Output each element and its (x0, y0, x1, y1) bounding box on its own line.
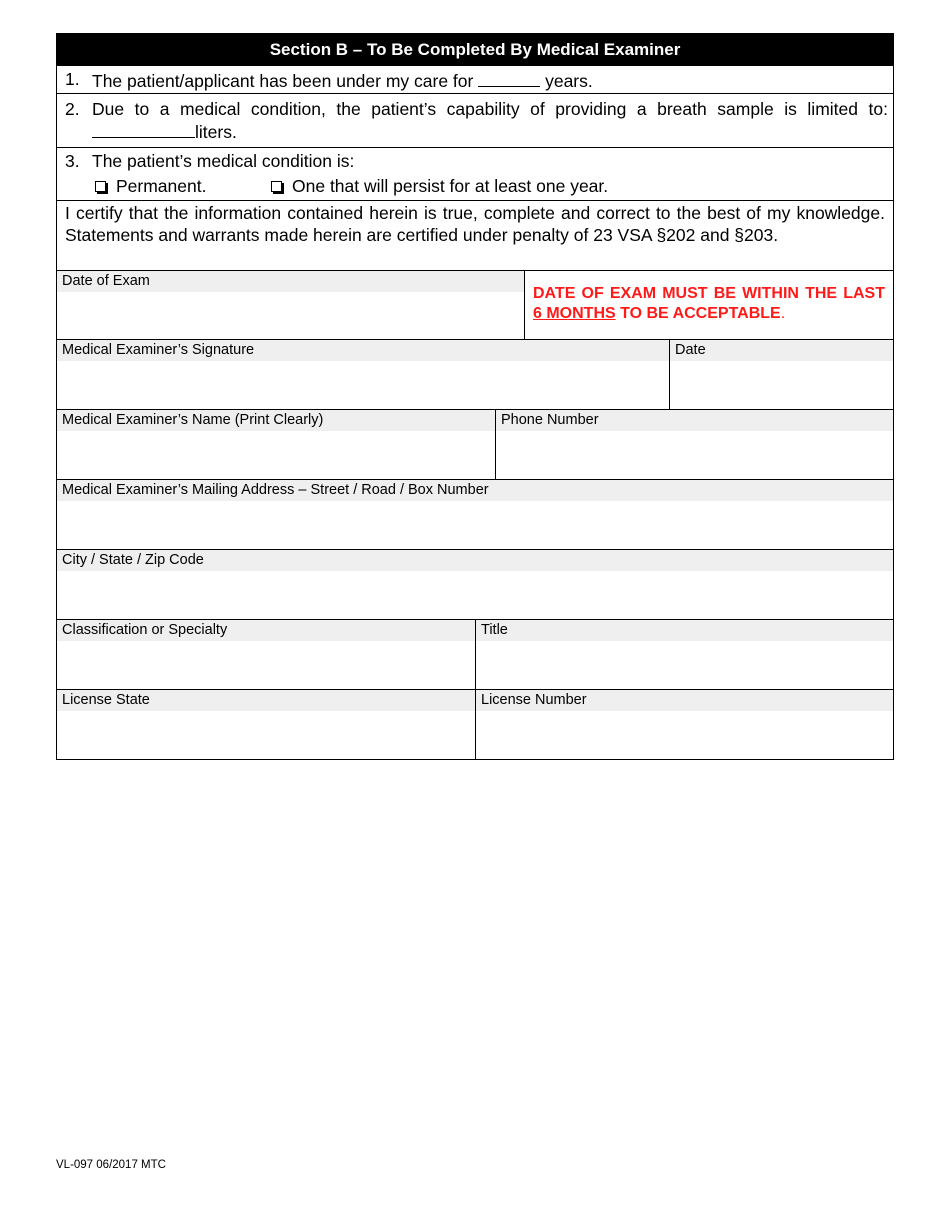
city-state-zip-label: City / State / Zip Code (57, 550, 893, 571)
question-2-text-after: liters. (195, 122, 237, 142)
option-one-year-label: One that will persist for at least one year. (292, 176, 609, 196)
license-state-field[interactable] (57, 690, 475, 759)
classification-field[interactable] (57, 620, 475, 689)
question-3-number: 3. (65, 151, 80, 171)
question-2-text (92, 99, 888, 143)
date-of-exam-label: Date of Exam (57, 271, 524, 292)
signature-label: Medical Examiner’s Signature (57, 340, 669, 361)
examiner-name-label: Medical Examiner’s Name (Print Clearly) (57, 410, 495, 431)
address-row (57, 480, 893, 550)
condition-options (95, 176, 608, 197)
title-field[interactable] (475, 620, 893, 689)
question-2-number: 2. (65, 99, 80, 119)
examiner-name-field[interactable] (57, 410, 495, 479)
signature-row (57, 340, 893, 410)
question-2 (57, 94, 893, 148)
option-permanent[interactable] (95, 176, 271, 197)
mailing-address-field[interactable] (57, 480, 893, 549)
medical-examiner-form (56, 33, 894, 760)
date-field[interactable] (669, 340, 893, 409)
years-blank[interactable] (478, 69, 540, 87)
date-of-exam-field[interactable] (57, 271, 524, 339)
classification-row (57, 620, 893, 690)
exam-date-warning-box (524, 271, 893, 339)
question-1-number: 1. (65, 69, 80, 89)
license-number-label: License Number (476, 690, 893, 711)
question-1-text-before: The patient/applicant has been under my care for (92, 71, 479, 91)
form-footer-code: VL-097 06/2017 MTC (56, 1159, 166, 1171)
warning-six-months: 6 MONTHS (533, 305, 616, 322)
question-1 (57, 66, 893, 94)
checkbox-icon[interactable] (95, 181, 106, 192)
certification-statement: I certify that the information contained herein is true, complete and correct to the best of my knowledge. Statements and warrants made herein are certified under penalty of 23 VSA §202 and §203. (57, 201, 893, 271)
signature-field[interactable] (57, 340, 669, 409)
option-one-year[interactable] (271, 176, 608, 197)
question-3-text: The patient’s medical condition is: (92, 151, 355, 171)
license-number-field[interactable] (475, 690, 893, 759)
name-row (57, 410, 893, 480)
exam-date-warning (525, 271, 893, 324)
option-permanent-label: Permanent. (116, 176, 207, 196)
warning-text-2: TO BE ACCEPTABLE (615, 305, 781, 322)
classification-label: Classification or Specialty (57, 620, 475, 641)
warning-text-1: DATE OF EXAM MUST BE WITHIN THE LAST (533, 285, 885, 302)
warning-period: . (780, 305, 786, 322)
phone-number-field[interactable] (495, 410, 893, 479)
checkbox-icon[interactable] (271, 181, 282, 192)
question-1-text-after: years. (540, 71, 593, 91)
city-row (57, 550, 893, 620)
city-state-zip-field[interactable] (57, 550, 893, 619)
exam-date-row (57, 271, 893, 340)
question-1-text (92, 69, 888, 92)
mailing-address-label: Medical Examiner’s Mailing Address – Street / Road / Box Number (57, 480, 893, 501)
section-header: Section B – To Be Completed By Medical Examiner (57, 34, 893, 66)
liters-blank[interactable] (92, 120, 195, 138)
date-label: Date (670, 340, 893, 361)
license-state-label: License State (57, 690, 475, 711)
question-3 (57, 148, 893, 201)
question-2-text-before: Due to a medical condition, the patient’s capability of providing a breath sample is limited to: (92, 99, 888, 119)
phone-number-label: Phone Number (496, 410, 893, 431)
license-row (57, 690, 893, 759)
title-label: Title (476, 620, 893, 641)
